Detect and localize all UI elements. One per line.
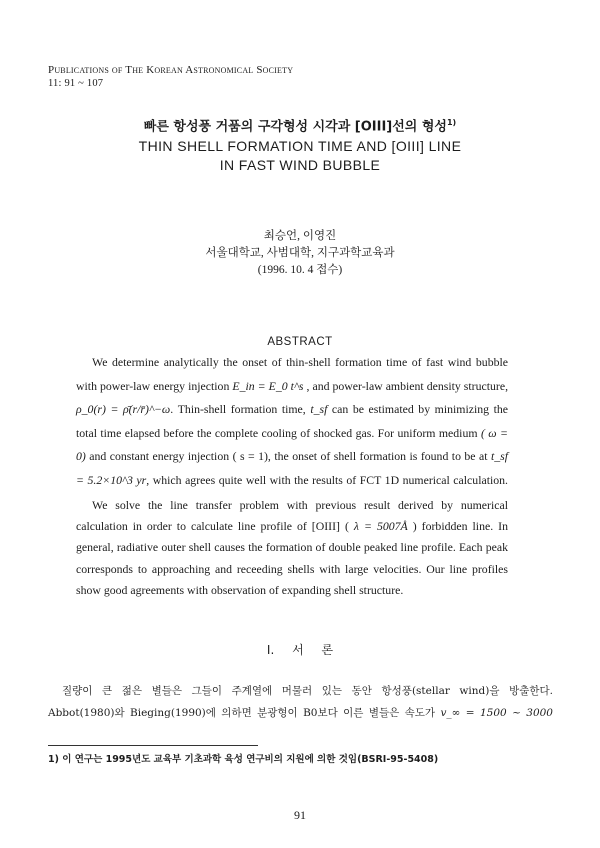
abstract-p1-line6b: , which [146, 472, 182, 487]
abstract-paragraph-1 [76, 351, 508, 493]
energy-injection-equation [232, 379, 306, 393]
footnote-divider [48, 745, 258, 746]
intro-line1: 질량이 큰 젊은 별들은 그들이 주계열에 머물러 있는 동안 항성풍(stellar wind)을 방출한다. [62, 685, 553, 697]
abstract-p1-line1: We determine analytically the onset of thin-shell formation time of fast wind [92, 355, 472, 369]
title-footnote-mark: 1) [446, 118, 457, 127]
author-names: 최승언, 이영진 [263, 230, 337, 242]
abstract-p1-line5b: and constant energy injection [89, 449, 230, 464]
journal-pages: 11: 91 ~ 107 [48, 78, 104, 89]
abstract-p1-line2a: bubble with power-law energy injection [76, 355, 509, 393]
abstract-p2-line2a: calculation in order to calculate line profile of [OIII] ( [76, 518, 349, 533]
abstract-p1-line7: agrees quite well with the results of FCT 1D numerical calculation. [185, 472, 509, 487]
abstract-p1-line3b: . Thin-shell formation time, [170, 402, 306, 417]
abstract-p2-line3: In general, radiative outer shell causes the formation of double peaked line [76, 518, 508, 555]
title-english-line1: THIN SHELL FORMATION TIME AND [OIII] LINE [138, 138, 462, 155]
author-affiliation: 서울대학교, 사범대학, 지구과학교육과 [205, 247, 395, 259]
journal-header [48, 64, 293, 90]
abstract-p1-line3c: can be [331, 402, 364, 417]
intro-line2a: Abbot(1980)와 Bieging(1990)에 의하면 분광형이 B0보다 이른 별들은 속도가 [48, 707, 436, 719]
wavelength-equation: λ = 5007Å [353, 518, 408, 533]
received-date: (1996. 10. 4 접수) [257, 264, 343, 276]
introduction-paragraph [48, 680, 553, 724]
journal-name: Publications of The Korean Astronomical Society [48, 64, 294, 76]
abstract-p1-line6a: ( s = 1), the onset of shell formation is found to be at [232, 449, 488, 464]
abstract-paragraph-2 [76, 495, 508, 602]
abstract-p2-line6: expanding shell structure. [281, 583, 404, 598]
density-equation: ρ_0(r) = ρ̄(r/r̄)^−ω [76, 402, 171, 417]
abstract-heading: ABSTRACT [267, 336, 333, 348]
author-block [0, 228, 600, 279]
tsf-symbol: t_sf [310, 402, 328, 417]
introduction-body [48, 680, 553, 724]
title-block [0, 113, 600, 175]
title-korean-text: 빠른 항성풍 거품의 구각형성 시각과 [OIII]선의 형성 [143, 119, 447, 135]
shell-formation-time-equation: t_sf = 5.2×10^3 yr [76, 449, 509, 487]
page-number: 91 [294, 808, 306, 822]
abstract-p2-line2b: ) forbidden line. [412, 518, 494, 533]
energy-injection-equation-text: E_in = E_0 t^s [232, 378, 304, 393]
footnote: 1) 이 연구는 1995년도 교육부 기초과학 육성 연구비의 지원에 의한 것임(BSRI-95-5408) [48, 754, 439, 765]
abstract-p2-line5: velocities. Our line profiles show good agreements with observation of [76, 561, 508, 598]
title-english-line2: IN FAST WIND BUBBLE [219, 157, 381, 174]
title-korean [0, 113, 600, 137]
uniform-medium-condition: ( ω = 0) [76, 425, 508, 464]
abstract-p1-line2b: , and power-law ambient [306, 378, 424, 393]
abstract-p1-line4: estimated by minimizing the total time elapsed before the complete cooling of [76, 402, 509, 440]
abstract-p2-line4: profile. Each peak corresponds to approaching and receeding shells with large [76, 540, 509, 576]
section-heading-introduction: I. 서 론 [266, 643, 334, 657]
abstract-p2-line1: We solve the line transfer problem with previous result derived by numerical [92, 497, 508, 512]
wind-velocity-equation: v_∞ = 1500 ~ 3000 [440, 707, 553, 719]
abstract-p1-line3a: density structure, [426, 378, 509, 393]
abstract-body [76, 351, 508, 602]
abstract-p1-line5a: shocked gas. For uniform medium [313, 425, 478, 440]
